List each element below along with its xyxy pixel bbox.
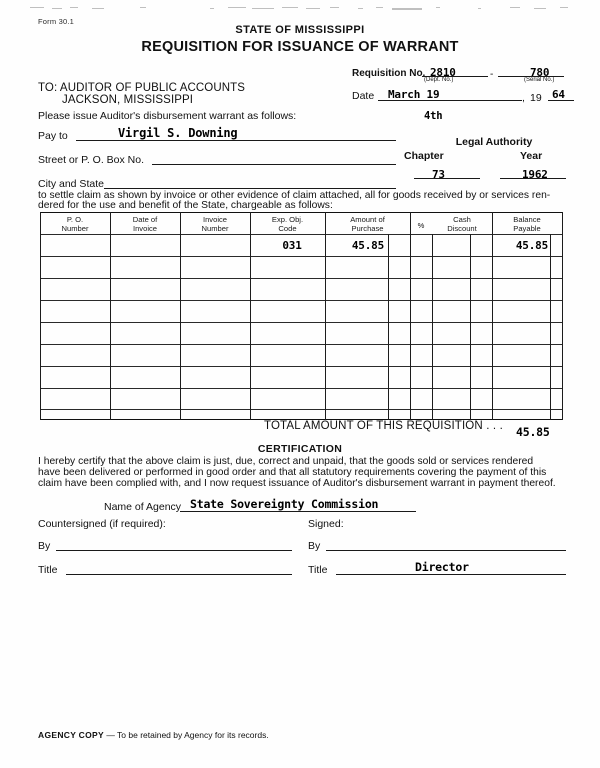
column-header-po-number-line1: P. O. (66, 215, 84, 224)
title-rule-right (336, 574, 566, 575)
title-label-left: Title (38, 564, 58, 576)
street-label: Street or P. O. Box No. (38, 154, 145, 166)
column-header-date-of-invoice-line1: Date of (132, 215, 158, 224)
requisition-no-label: Requisition No. (352, 68, 426, 79)
footer-note (38, 730, 269, 740)
certification-line-3: claim have been complied with, and I now request issuance of Auditor's disbursement warrant in payment thereof. (38, 478, 556, 489)
pay-to-value[interactable]: Virgil S. Downing (118, 126, 238, 140)
column-header-cash-discount-line2: Discount (447, 224, 477, 233)
column-header-balance-payable-line1: Balance (513, 215, 541, 224)
date-year-prefix: 19 (530, 92, 542, 104)
instruction-text: Please issue Auditor's disbursement warrant as follows: (38, 110, 297, 122)
total-amount-label: TOTAL AMOUNT OF THIS REQUISITION . . . (264, 420, 503, 432)
certification-line-1: I hereby certify that the above claim is just, due, correct and unpaid, that the goods sold or services rendered (38, 456, 534, 467)
column-header-invoice-number (180, 215, 250, 233)
requisition-line-items-table (40, 212, 562, 420)
column-header-date-of-invoice-line2: Invoice (132, 224, 158, 233)
total-amount-value[interactable]: 45.85 (516, 425, 550, 439)
column-header-exp-obj-code-line1: Exp. Obj. (271, 215, 304, 224)
ordinal-day-note: 4th (424, 110, 443, 122)
column-header-cash-discount-line1: Cash (453, 215, 471, 224)
form-number: Form 30.1 (38, 17, 74, 26)
legal-authority-chapter-value[interactable]: 73 (432, 168, 445, 181)
legal-authority-year-label: Year (520, 150, 543, 162)
table-row[interactable]: 031 (282, 239, 302, 252)
date-year-value[interactable]: 64 (552, 88, 565, 101)
by-label-right: By (308, 540, 321, 552)
column-header-amount-of-purchase (325, 215, 410, 233)
page-title-state: STATE OF MISSISSIPPI (235, 24, 365, 36)
column-header-amount-of-purchase-line1: Amount of (350, 215, 385, 224)
by-label-left: By (38, 540, 51, 552)
city-state-label: City and State (38, 178, 104, 190)
requisition-dept-caption: (Dept. No.) (424, 77, 454, 83)
legal-authority-chapter-rule (414, 178, 480, 179)
agency-name-rule (180, 511, 416, 512)
date-value[interactable]: March 19 (388, 88, 440, 101)
by-rule-right (326, 550, 566, 551)
column-header-exp-obj-code (250, 215, 325, 233)
table-row[interactable]: 45.85 (351, 239, 384, 252)
column-header-exp-obj-code-line2: Code (278, 224, 297, 233)
addressee-line-2: JACKSON, MISSISSIPPI (62, 94, 194, 106)
street-rule (152, 164, 396, 165)
legal-authority-year-value[interactable]: 1962 (522, 168, 548, 181)
settlement-text-line-2: dered for the use and benefit of the State, chargeable as follows: (38, 200, 333, 211)
column-header-date-of-invoice (110, 215, 180, 233)
column-header-invoice-number-line1: Invoice (202, 215, 228, 224)
countersigned-label: Countersigned (if required): (38, 518, 166, 530)
agency-name-value[interactable]: State Sovereignty Commission (190, 497, 379, 511)
certification-line-2: have been delivered or performed in good order and that all statutory requirements covering the payment of this (38, 467, 547, 478)
table-row[interactable]: 45.85 (515, 239, 548, 252)
footer-note-rest: — To be retained by Agency for its records. (103, 730, 269, 740)
title-value-right[interactable]: Director (415, 560, 469, 574)
column-header-po-number (40, 215, 110, 233)
signed-label: Signed: (308, 518, 344, 530)
title-rule-left (66, 574, 292, 575)
requisition-dept-no-value[interactable]: 2810 (430, 66, 456, 79)
addressee-line-1: TO: AUDITOR OF PUBLIC ACCOUNTS (38, 82, 246, 94)
pay-to-rule (76, 140, 396, 141)
scan-artifact-band (0, 4, 600, 14)
by-rule-left (56, 550, 292, 551)
requisition-dash: - (490, 69, 494, 80)
column-header-percent: % (417, 221, 425, 230)
column-header-balance-payable-line2: Payable (513, 224, 541, 233)
city-state-rule (104, 188, 396, 189)
certification-heading: CERTIFICATION (257, 443, 343, 455)
column-header-balance-payable (492, 215, 562, 233)
page-title-main: REQUISITION FOR ISSUANCE OF WARRANT (141, 39, 459, 55)
settlement-text-line-1: to settle claim as shown by invoice or other evidence of claim attached, all for goods received by or services ren- (38, 190, 551, 201)
column-header-po-number-line2: Number (61, 224, 89, 233)
requisition-serial-caption: (Serial No.) (524, 77, 555, 83)
date-comma: , (522, 92, 525, 104)
legal-authority-chapter-label: Chapter (404, 150, 444, 162)
footer-note-bold: AGENCY COPY (38, 730, 104, 740)
column-header-invoice-number-line2: Number (201, 224, 229, 233)
column-header-amount-of-purchase-line2: Purchase (351, 224, 384, 233)
agency-name-label: Name of Agency (104, 501, 182, 513)
date-label: Date (352, 90, 375, 102)
column-header-cash-discount (432, 215, 492, 233)
pay-to-label: Pay to (38, 130, 68, 142)
requisition-serial-no-value[interactable]: 780 (530, 66, 550, 79)
title-label-right: Title (308, 564, 328, 576)
legal-authority-heading: Legal Authority (455, 136, 533, 148)
